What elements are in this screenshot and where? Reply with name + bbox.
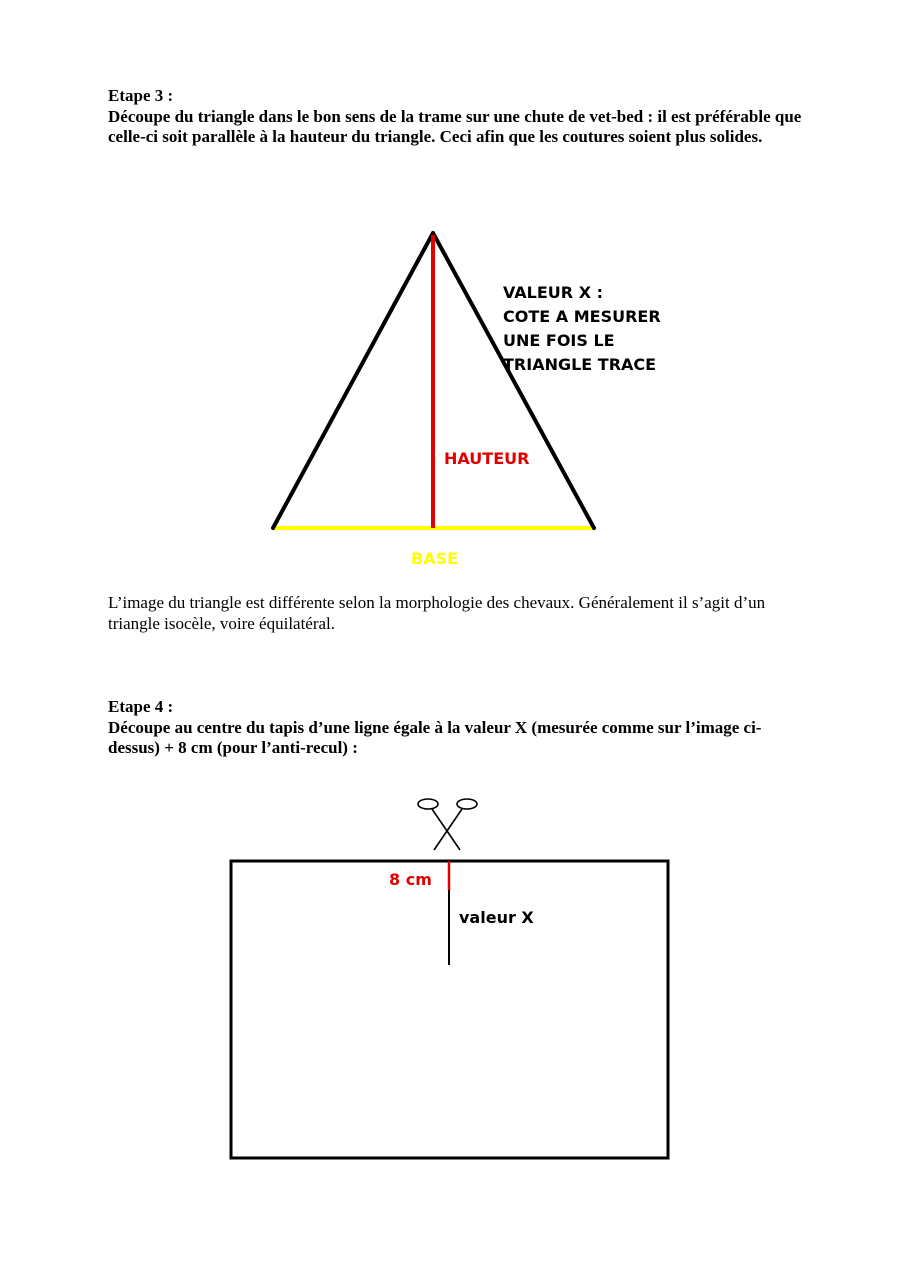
step-4-heading: Etape 4 : <box>108 697 174 716</box>
label-value-x: valeur X <box>459 908 534 927</box>
step-4-block <box>108 697 808 759</box>
triangle-right-side <box>433 233 594 528</box>
note-line-4: TRIANGLE TRACE <box>503 355 657 374</box>
label-8cm: 8 cm <box>389 870 432 889</box>
step-3-heading: Etape 3 : <box>108 86 174 105</box>
step-4-text: Découpe au centre du tapis d’une ligne égale à la valeur X (mesurée comme sur l’image ci-dessus) + 8 cm (pour l’anti-recul) : <box>108 717 762 757</box>
height-label: HAUTEUR <box>444 449 530 468</box>
step-3-text: Découpe du triangle dans le bon sens de la trame sur une chute de vet-bed : il est préférable que celle-ci soit parallèle à la hauteur du triangle. Ceci afin que les coutures soient plus solides. <box>108 106 802 146</box>
base-label: BASE <box>411 549 459 568</box>
triangle-figure <box>273 233 661 568</box>
body-paragraph: L’image du triangle est différente selon la morphologie des chevaux. Généralement il s’agit d’un triangle isocèle, voire équilatéral. <box>108 593 766 633</box>
cut-figure <box>231 799 668 1158</box>
note-line-2: COTE A MESURER <box>503 307 661 326</box>
scissors-icon <box>418 799 477 850</box>
note-line-3: UNE FOIS LE <box>503 331 615 350</box>
triangle-left-side <box>273 233 433 528</box>
note-line-1: VALEUR X : <box>503 283 603 302</box>
